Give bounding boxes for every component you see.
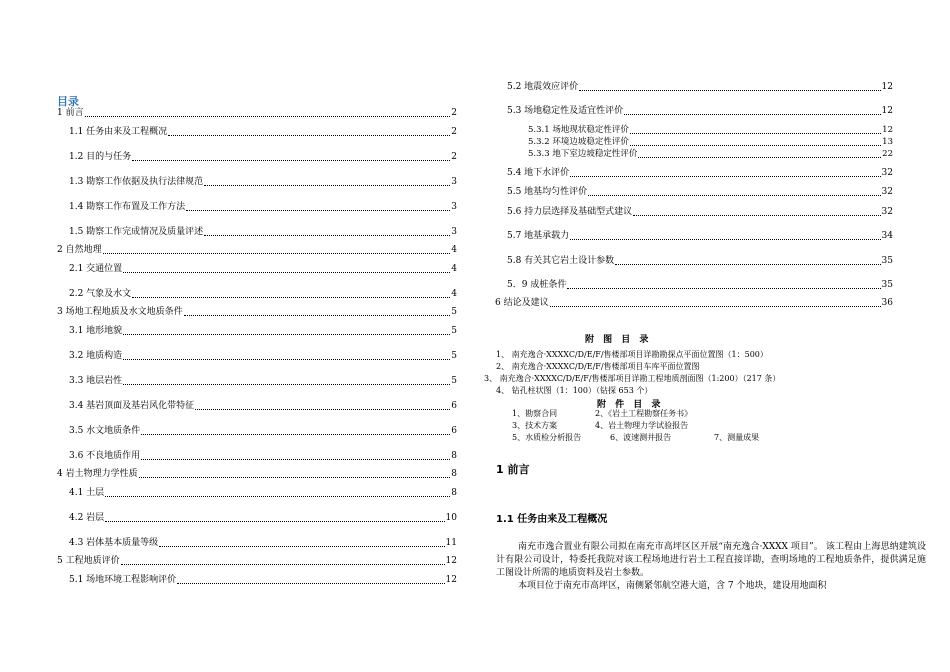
toc-entry-page: 12	[445, 556, 457, 566]
attachments-title: 附 件 目 录	[597, 400, 664, 410]
toc-entry[interactable]	[69, 575, 457, 586]
toc-entry-page: 5	[451, 326, 457, 336]
toc-entry[interactable]	[507, 106, 893, 117]
toc-entry[interactable]	[69, 152, 457, 163]
toc-dot-leader	[105, 521, 444, 522]
toc-dot-leader	[159, 546, 444, 547]
toc-entry[interactable]	[69, 326, 457, 337]
toc-entry[interactable]	[528, 149, 893, 160]
toc-entry[interactable]	[57, 469, 457, 480]
toc-entry[interactable]	[69, 202, 457, 213]
toc-entry-label: 3.2 地质构造	[69, 351, 123, 361]
toc-entry-page: 6	[451, 401, 457, 411]
toc-dot-leader	[630, 133, 881, 134]
toc-dot-leader	[103, 253, 451, 254]
toc-entry[interactable]	[69, 376, 457, 387]
toc-dot-leader	[184, 315, 451, 316]
toc-entry-page: 32	[881, 187, 893, 197]
toc-entry-label: 5.8 有关其它岩土设计参数	[507, 256, 615, 266]
figure-list-item: 2、 南充逸合·XXXXC/D/E/F/售楼部项目车库平面位置图	[496, 362, 700, 371]
toc-entry-page: 32	[881, 207, 893, 217]
paragraph: 南充市逸合置业有限公司拟在南充市高坪区区开展“南充逸合·XXXX 项目”。 该工程由上海思纳建筑设计有限公司设计，特委托我院对该工程场地进行岩土工程直接详勘，查明场地的工程地质条件，提供满足施工图设计所需的地质资料及岩土参数。	[496, 542, 926, 578]
toc-entry-label: 3.3 地层岩性	[69, 376, 123, 386]
toc-entry[interactable]	[507, 207, 893, 218]
toc-entry-page: 35	[881, 280, 893, 290]
section-heading: 1 前言	[496, 463, 530, 476]
toc-entry-label: 2.1 交通位置	[69, 264, 123, 274]
toc-entry-label: 5.4 地下水评价	[507, 168, 570, 178]
toc-entry-page: 5	[451, 376, 457, 386]
figure-list-item: 1、 南充逸合·XXXXC/D/E/F/售楼部项目详勘勘探点平面位置图（1：500）	[496, 350, 768, 359]
toc-entry[interactable]	[507, 82, 893, 93]
toc-entry-page: 12	[445, 575, 457, 585]
toc-dot-leader	[186, 210, 450, 211]
toc-dot-leader	[570, 239, 880, 240]
toc-entry-label: 5 工程地质评价	[57, 556, 120, 566]
toc-entry-label: 5.3 场地稳定性及适宜性评价	[507, 106, 624, 116]
subsection-heading: 1.1 任务由来及工程概况	[496, 514, 608, 525]
toc-entry-label: 1.2 目的与任务	[69, 152, 132, 162]
toc-entry[interactable]	[528, 125, 893, 136]
toc-dot-leader	[615, 264, 880, 265]
toc-entry-label: 6 结论及建议	[495, 298, 549, 308]
toc-entry[interactable]	[69, 426, 457, 437]
toc-dot-leader	[123, 359, 450, 360]
toc-entry[interactable]	[69, 513, 457, 524]
toc-entry-page: 5	[451, 351, 457, 361]
toc-entry-page: 12	[881, 106, 893, 116]
toc-entry-page: 4	[451, 245, 457, 255]
toc-entry[interactable]	[528, 137, 893, 148]
toc-entry-label: 4 岩土物理力学性质	[57, 469, 138, 479]
attachment-list-item: 7、测量成果	[714, 433, 760, 442]
toc-entry[interactable]	[69, 127, 457, 138]
toc-entry-page: 11	[445, 538, 457, 548]
toc-dot-leader	[204, 235, 450, 236]
toc-entry[interactable]	[507, 187, 893, 198]
toc-entry-page: 12	[882, 125, 893, 135]
toc-entry-page: 8	[451, 469, 457, 479]
toc-dot-leader	[123, 384, 450, 385]
toc-entry[interactable]	[495, 298, 893, 309]
toc-dot-leader	[638, 157, 881, 158]
toc-dot-leader	[204, 185, 450, 186]
paragraph: 本项目位于南充市高坪区，南侧紧邻航空港大道，含 7 个地块，建设用地面积	[518, 581, 827, 591]
toc-dot-leader	[570, 176, 880, 177]
toc-entry-label: 5.3.3 地下室边坡稳定性评价	[528, 149, 638, 159]
toc-entry[interactable]	[69, 264, 457, 275]
toc-entry-page: 2	[451, 127, 457, 137]
toc-entry-label: 3.5 水文地质条件	[69, 426, 141, 436]
toc-dot-leader	[85, 116, 451, 117]
toc-entry-label: 5.3.2 环境边坡稳定性评价	[528, 137, 629, 147]
toc-entry[interactable]	[507, 256, 893, 267]
toc-entry-page: 3	[451, 177, 457, 187]
toc-dot-leader	[141, 459, 450, 460]
toc-entry[interactable]	[69, 227, 457, 238]
figure-list-item: 3、 南充逸合·XXXXC/D/E/F/售楼部项目详勘工程地质剖面图（1:200）（217 条）	[484, 374, 781, 383]
toc-dot-leader	[132, 297, 450, 298]
toc-entry-page: 12	[881, 82, 893, 92]
toc-dot-leader	[139, 477, 451, 478]
toc-entry-label: 3.6 不良地质作用	[69, 451, 141, 461]
toc-dot-leader	[123, 334, 450, 335]
toc-dot-leader	[588, 195, 880, 196]
attachment-list-item: 2、《岩土工程勘察任务书》	[595, 409, 693, 418]
toc-entry-label: 1.3 勘察工作依据及执行法律规范	[69, 177, 204, 187]
toc-entry-page: 6	[451, 426, 457, 436]
toc-entry[interactable]	[69, 538, 457, 549]
toc-entry-page: 4	[451, 264, 457, 274]
toc-entry-label: 1.1 任务由来及工程概况	[69, 127, 168, 137]
toc-dot-leader	[177, 583, 444, 584]
toc-entry-page: 8	[451, 488, 457, 498]
toc-entry-page: 3	[451, 202, 457, 212]
toc-dot-leader	[195, 409, 450, 410]
toc-entry-page: 32	[881, 168, 893, 178]
toc-entry-page: 34	[881, 231, 893, 241]
toc-entry-page: 22	[882, 149, 893, 159]
toc-entry-page: 13	[882, 137, 893, 147]
toc-entry-label: 1.4 勘察工作布置及工作方法	[69, 202, 186, 212]
toc-entry-label: 3.4 基岩顶面及基岩风化带特征	[69, 401, 195, 411]
toc-entry-label: 5．9 成桩条件	[507, 280, 567, 290]
attachment-list-item: 5、水质检分析报告	[512, 433, 582, 442]
toc-dot-leader	[579, 90, 880, 91]
toc-entry-label: 3.1 地形地貌	[69, 326, 123, 336]
toc-entry[interactable]	[57, 307, 457, 318]
toc-entry[interactable]	[69, 351, 457, 362]
toc-entry[interactable]	[69, 289, 457, 300]
toc-dot-leader	[633, 215, 880, 216]
toc-entry[interactable]	[507, 280, 893, 291]
toc-entry[interactable]	[507, 231, 893, 242]
toc-entry[interactable]	[69, 177, 457, 188]
toc-entry-page: 36	[881, 298, 893, 308]
toc-entry[interactable]	[57, 556, 457, 567]
toc-entry-label: 2.2 气象及水文	[69, 289, 132, 299]
toc-entry[interactable]	[69, 488, 457, 499]
toc-entry[interactable]	[69, 401, 457, 412]
toc-entry-label: 5.3.1 场地现状稳定性评价	[528, 125, 629, 135]
toc-dot-leader	[567, 288, 880, 289]
toc-entry[interactable]	[507, 168, 893, 179]
toc-entry-page: 2	[451, 108, 457, 118]
toc-entry-label: 1.5 勘察工作完成情况及质量评述	[69, 227, 204, 237]
toc-entry-page: 2	[451, 152, 457, 162]
toc-entry-label: 5.7 地基承载力	[507, 231, 570, 241]
attachment-list-item: 6、波速测井报告	[610, 433, 672, 442]
toc-entry-label: 5.6 持力层选择及基础型式建议	[507, 207, 633, 217]
toc-entry-page: 8	[451, 451, 457, 461]
toc-dot-leader	[550, 306, 881, 307]
toc-entry-label: 1 前言	[57, 108, 84, 118]
toc-entry[interactable]	[69, 451, 457, 462]
toc-entry-label: 2 自然地理	[57, 245, 102, 255]
toc-dot-leader	[121, 564, 445, 565]
toc-entry[interactable]	[57, 245, 457, 256]
toc-entry-page: 10	[445, 513, 457, 523]
toc-dot-leader	[141, 434, 450, 435]
toc-entry-label: 5.1 场地环境工程影响评价	[69, 575, 177, 585]
toc-entry-label: 5.5 地基均匀性评价	[507, 187, 588, 197]
toc-entry-page: 35	[881, 256, 893, 266]
toc-entry-label: 3 场地工程地质及水文地质条件	[57, 307, 183, 317]
attachment-list-item: 3、技术方案	[512, 421, 558, 430]
toc-dot-leader	[624, 114, 880, 115]
toc-dot-leader	[168, 135, 450, 136]
toc-entry[interactable]	[57, 108, 457, 119]
toc-entry-page: 4	[451, 289, 457, 299]
attachment-list-item: 1、勘察合同	[512, 409, 558, 418]
toc-dot-leader	[105, 496, 450, 497]
toc-entry-page: 3	[451, 227, 457, 237]
figures-title: 附 图 目 录	[585, 335, 652, 345]
toc-entry-label: 5.2 地震效应评价	[507, 82, 579, 92]
toc-dot-leader	[132, 160, 450, 161]
toc-title: 目录	[57, 95, 79, 108]
toc-entry-label: 4.2 岩层	[69, 513, 105, 523]
toc-dot-leader	[123, 272, 450, 273]
toc-dot-leader	[630, 145, 881, 146]
toc-entry-page: 5	[451, 307, 457, 317]
attachment-list-item: 4、岩土物理力学试验报告	[595, 421, 689, 430]
toc-entry-label: 4.3 岩体基本质量等级	[69, 538, 159, 548]
figure-list-item: 4、 钻孔柱状图（1：100）（钻探 653 个）	[496, 386, 653, 395]
toc-entry-label: 4.1 土层	[69, 488, 105, 498]
